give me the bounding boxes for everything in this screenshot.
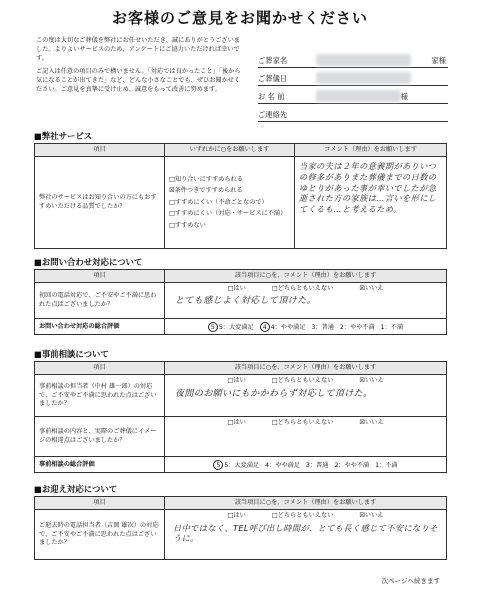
contact-label: ご連絡先	[258, 110, 288, 119]
section-heading-pickup: ■お迎え対応について	[34, 484, 118, 494]
scale-1[interactable]: 1：不満	[380, 323, 404, 331]
option-conditional[interactable]: ☒条件つきですすめられる	[169, 187, 243, 195]
choice-no[interactable]: ☒いいえ	[359, 377, 384, 385]
section-heading-consultation: ■事前相談について	[34, 349, 109, 359]
option-no[interactable]: □すすめない	[169, 221, 206, 229]
redacted-value	[316, 90, 401, 102]
intro-paragraph-2: ご記入は任意の項目のみで構いません。「対応では良かったこと」「後から気になることが出てきた」など、どんな小さなことでも、ぜひお聞かせください。ご意見を真摯に受け止め、誠意をもって改善に努めます。	[36, 68, 241, 93]
service-table	[34, 143, 447, 249]
scale-1[interactable]: 1：不満	[375, 461, 398, 469]
contact-field[interactable]	[258, 109, 448, 122]
consultation-q1-answer[interactable]	[165, 375, 447, 417]
col-comment: コメント（理由）をお願いします	[295, 144, 447, 157]
choice-neutral[interactable]: □どちらともいえない	[271, 512, 334, 520]
option-hard-occasion[interactable]: □すすめにくい（不命ごとなので）	[169, 198, 268, 206]
choice-no[interactable]: ☒いいえ	[359, 285, 384, 293]
name-label: お 名 前	[258, 92, 285, 101]
funeral-house-field[interactable]	[258, 55, 448, 68]
continued-note: 次ページへ続きます	[381, 577, 440, 586]
consultation-q2: 事前相談の内容と、実際のご葬儀にイメージの相違点はございましたか？	[35, 417, 165, 457]
col-choice: 該当項目に○を、コメント（理由）をお願いします	[165, 497, 447, 510]
service-question: 弊社のサービスはお知り合いの方にもおすすめいただける品質でしたか？	[35, 157, 165, 249]
col-choice: 該当項目に○を、コメント（理由）をお願いします	[165, 362, 447, 375]
consultation-q2-answer[interactable]	[165, 417, 447, 457]
scale-3[interactable]: 3：普通	[311, 323, 334, 331]
redacted-value	[316, 72, 411, 84]
scale-3[interactable]: 3：普通	[305, 461, 329, 469]
intro-paragraph-1: この度は大切なご葬儀を弊社にお任せいただき、誠にありがとうございました。よりよいサービスのため、アンケートにご協力いただければ幸いです。	[36, 37, 240, 62]
intro-text	[36, 37, 241, 100]
pickup-comment: 日中ではなく、TEL呼び出し時間が、とても長く感じて不安になりそうに。	[173, 522, 438, 544]
service-comment: 当家の夫は２年の意義期がありいつの修多がありまた葬儀までの日数のゆとりがあった事が幸いでしたが急逝された方の家族は…言いを形にしてくるも…と考えるため。	[295, 157, 447, 249]
col-choice: いずれかに○をお願いします	[165, 144, 295, 157]
pickup-table	[34, 496, 447, 560]
name-field[interactable]	[258, 91, 448, 104]
choice-yes[interactable]: □はい	[227, 512, 246, 520]
circled-mark: 5	[213, 460, 223, 470]
option-recommend[interactable]: □知り合いにすすめられる	[169, 175, 243, 183]
inquiry-answer[interactable]	[165, 283, 447, 319]
circled-mark: 4	[260, 322, 270, 332]
choice-yes[interactable]: □はい	[227, 285, 246, 293]
redacted-value	[316, 54, 411, 66]
option-hard-service[interactable]: □すすめにくい（対応・サービスに不満）	[169, 210, 287, 218]
choice-yes[interactable]: □はい	[227, 419, 246, 427]
consultation-q1: 事前相談の担当者（中村 雄一郎）の対応で、ご不安やご不満に思われた点はございましたか？	[35, 375, 165, 417]
scale-5[interactable]: 5：大変満足	[218, 323, 254, 331]
funeral-house-label: ご葬家名	[258, 56, 288, 65]
col-choice: 該当項目に○を、コメント（理由）をお願いします	[165, 270, 447, 283]
funeral-date-field[interactable]	[258, 73, 448, 86]
col-item: 項目	[35, 270, 165, 283]
pickup-answer[interactable]	[165, 510, 447, 560]
page-title: お客様のご意見をお聞かせください	[111, 9, 368, 27]
scale-2[interactable]: 2：やや不満	[339, 323, 375, 331]
choice-neutral[interactable]: □どちらともいえない	[271, 285, 334, 293]
inquiry-eval-label: お問い合わせ対応の総合評価	[35, 319, 165, 335]
consultation-table	[34, 361, 447, 473]
circled-mark: 5	[208, 322, 218, 332]
funeral-date-label: ご葬儀日	[258, 74, 288, 83]
inquiry-eval-scale[interactable]	[165, 319, 447, 335]
inquiry-table	[34, 269, 447, 335]
name-suffix: 様	[400, 92, 408, 101]
consultation-eval-label: 事前相談の総合評価	[35, 457, 165, 473]
scale-2[interactable]: 2：やや不満	[334, 461, 370, 469]
consultation-q1-comment: 夜間のお願いにもかかわらず対応して頂けた。	[175, 388, 373, 399]
section-heading-inquiry: ■お問い合わせ対応について	[34, 257, 143, 267]
scale-4[interactable]: 4：やや満足	[270, 323, 306, 331]
pickup-question: ご逝去時の電話担当者（吉岡 雄次）の対応で、ご不安やご不満に思われた点はございましたか？	[35, 510, 165, 560]
inquiry-comment: とても感じよく対応して頂けた。	[175, 295, 317, 306]
choice-neutral[interactable]: □どちらともいえない	[271, 419, 334, 427]
section-heading-service: ■弊社サービス	[34, 131, 93, 141]
choice-no[interactable]: ☒いいえ	[359, 512, 384, 520]
funeral-house-suffix: 家様	[431, 56, 446, 65]
choice-neutral[interactable]: □どちらともいえない	[271, 377, 334, 385]
col-item: 項目	[35, 144, 165, 157]
scale-5[interactable]: 5：大変満足	[224, 461, 260, 469]
service-options[interactable]	[165, 157, 295, 249]
consultation-eval-scale[interactable]	[165, 457, 447, 473]
col-item: 項目	[35, 497, 165, 510]
scale-4[interactable]: 4：やや満足	[265, 461, 301, 469]
inquiry-question: 初回の電話対応で、ご不安やご不満に思われた点はございましたか？	[35, 283, 165, 319]
choice-no[interactable]: ☒いいえ	[359, 419, 384, 427]
col-item: 項目	[35, 362, 165, 375]
choice-yes[interactable]: □はい	[227, 377, 246, 385]
